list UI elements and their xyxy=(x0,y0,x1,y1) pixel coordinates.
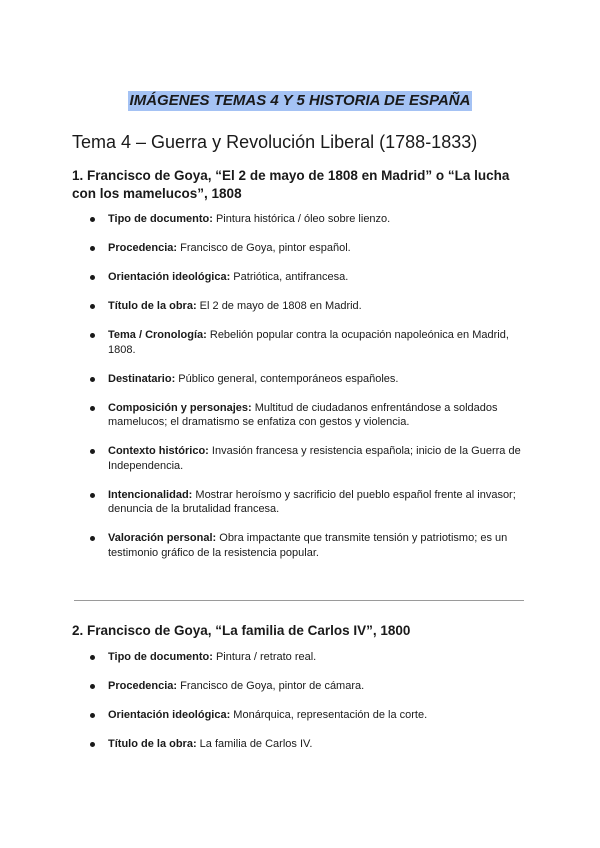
item-label: Destinatario: xyxy=(108,372,176,385)
list-item xyxy=(72,650,532,665)
bullet-icon xyxy=(90,684,95,689)
item-value: Público general, contemporáneos españoles. xyxy=(175,372,399,385)
bullet-icon xyxy=(90,304,95,309)
item-value: Rebelión popular contra la ocupación napoleónica en Madrid, 1808. xyxy=(108,329,509,356)
item-value: Francisco de Goya, pintor de cámara. xyxy=(177,680,365,692)
tema-heading: Tema 4 – Guerra y Revolución Liberal (1788-1833) xyxy=(72,132,478,152)
list-item xyxy=(72,241,532,256)
item-label: Tema / Cronología: xyxy=(108,329,207,341)
item-label: Título de la obra: xyxy=(108,738,197,750)
bullet-icon xyxy=(90,655,95,660)
item-label: Orientación ideológica: xyxy=(108,271,231,283)
item-label: Tipo de documento: xyxy=(108,651,213,663)
item-label: Intencionalidad: xyxy=(108,488,193,501)
list-item xyxy=(72,401,532,430)
item-value: Invasión francesa y resistencia española; inicio de la Guerra de Independencia. xyxy=(108,445,521,472)
section-divider xyxy=(74,600,524,601)
item-value: Pintura / retrato real. xyxy=(212,651,317,663)
bullet-icon xyxy=(90,217,95,222)
bullet-icon xyxy=(90,449,95,454)
list-item xyxy=(72,212,532,227)
list-item xyxy=(72,372,532,387)
item-label: Orientación ideológica: xyxy=(108,709,231,721)
item-value: Obra impactante que transmite tensión y patriotismo; es un testimonio gráfico de la resistencia popular. xyxy=(108,532,508,559)
bullet-icon xyxy=(90,333,95,338)
list-item xyxy=(72,270,532,285)
list-item xyxy=(72,488,532,517)
bullet-icon xyxy=(90,713,95,718)
list-item xyxy=(72,708,532,723)
item-value: La familia de Carlos IV. xyxy=(196,738,313,750)
section-heading-2: 2. Francisco de Goya, “La familia de Carlos IV”, 1800 xyxy=(72,623,411,638)
section-1-list xyxy=(72,212,532,575)
document-title: IMÁGENES TEMAS 4 Y 5 HISTORIA DE ESPAÑA xyxy=(129,92,471,109)
bullet-icon xyxy=(90,493,95,498)
section-2-list xyxy=(72,650,532,766)
item-value: Francisco de Goya, pintor español. xyxy=(177,242,351,254)
item-label: Procedencia: xyxy=(108,242,178,254)
item-label: Tipo de documento: xyxy=(108,213,213,225)
item-value: Patriótica, antifrancesa. xyxy=(230,271,349,283)
item-value: Mostrar heroísmo y sacrificio del pueblo español frente al invasor; denuncia de la brutalidad francesa. xyxy=(108,488,516,515)
item-value: El 2 de mayo de 1808 en Madrid. xyxy=(196,300,362,312)
item-value: Monárquica, representación de la corte. xyxy=(230,709,428,721)
document-title-wrap xyxy=(0,91,600,111)
list-item xyxy=(72,679,532,694)
bullet-icon xyxy=(90,536,95,541)
item-value: Pintura histórica / óleo sobre lienzo. xyxy=(212,213,391,225)
bullet-icon xyxy=(90,246,95,251)
bullet-icon xyxy=(90,377,95,382)
item-label: Composición y personajes: xyxy=(108,401,252,414)
bullet-icon xyxy=(90,742,95,747)
section-heading-1: 1. Francisco de Goya, “El 2 de mayo de 1808 en Madrid” o “La lucha con los mamelucos”, 1808 xyxy=(72,168,510,201)
item-label: Contexto histórico: xyxy=(108,445,209,457)
item-label: Procedencia: xyxy=(108,680,178,692)
item-value: Multitud de ciudadanos enfrentándose a soldados mamelucos; el dramatismo se enfatiza con gestos y violencia. xyxy=(108,401,498,428)
item-label: Valoración personal: xyxy=(108,532,217,544)
bullet-icon xyxy=(90,275,95,280)
bullet-icon xyxy=(90,406,95,411)
list-item xyxy=(72,531,532,560)
list-item xyxy=(72,299,532,314)
list-item xyxy=(72,737,532,752)
list-item xyxy=(72,328,532,357)
list-item xyxy=(72,444,532,473)
item-label: Título de la obra: xyxy=(108,300,197,312)
